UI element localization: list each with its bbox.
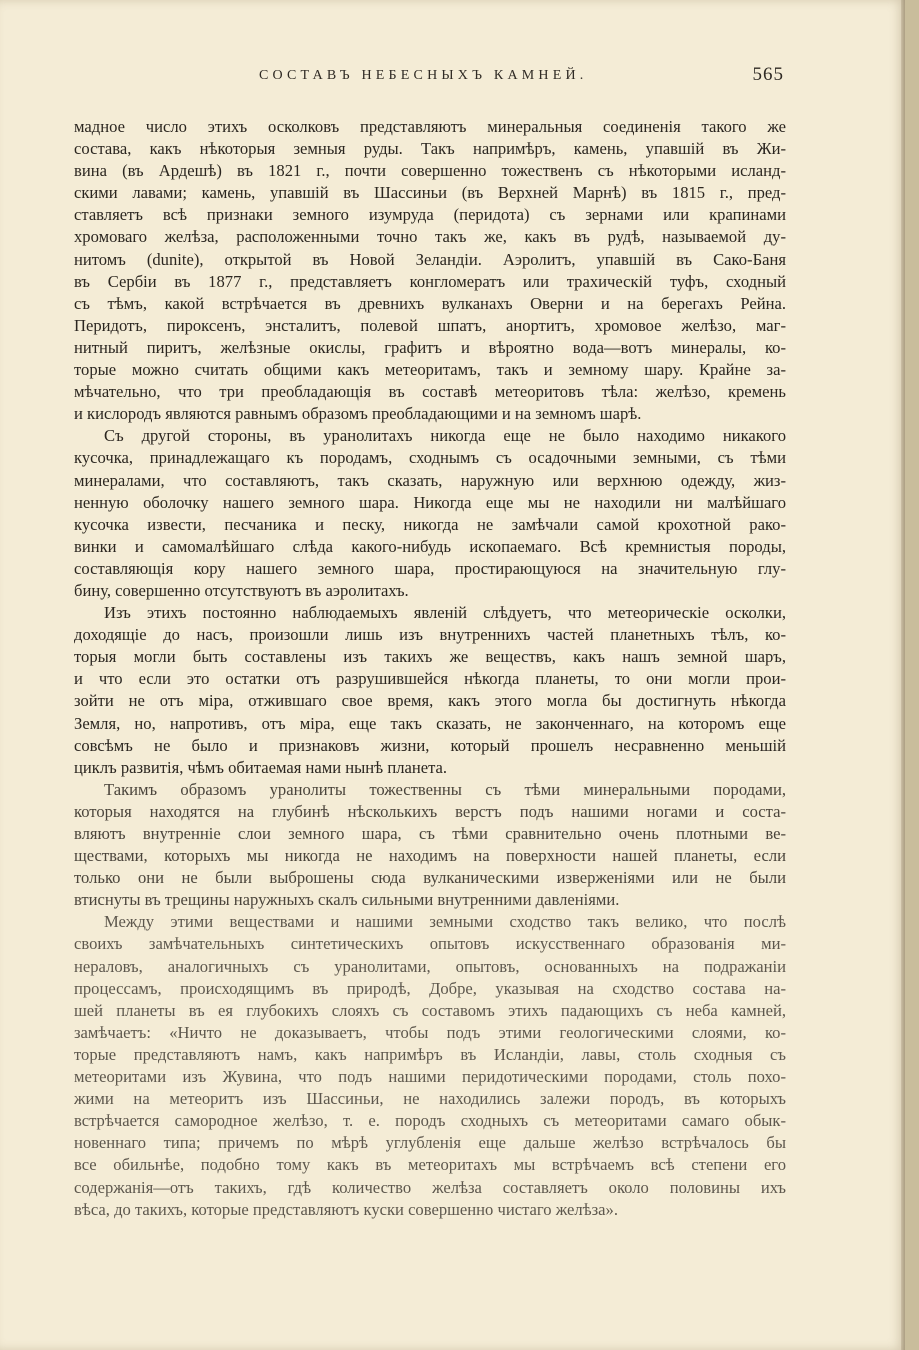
text-line: и что если это остатки отъ разрушившейся нѣкогда планеты, то они могли прои- (74, 669, 786, 689)
text-line: кусочка, принадлежащаго къ породамъ, сходнымъ съ осадочными земными, съ тѣми (74, 448, 786, 468)
text-line: зойти не отъ міра, отжившаго свое время, какъ этого могла бы достигнуть нѣкогда (74, 691, 786, 711)
paragraph (74, 779, 786, 912)
text-line: нераловъ, аналогичныхъ съ уранолитами, опытовъ, основанныхъ на подражаніи (74, 956, 786, 976)
text-line: все обильнѣе, подобно тому какъ въ метеоритахъ мы встрѣчаемъ всѣ степени его (74, 1155, 786, 1175)
text-line: Земля, но, напротивъ, отъ міра, еще такъ сказать, не законченнаго, на которомъ еще (74, 713, 786, 733)
text-line: торые можно считать общими какъ метеоритамъ, такъ и земному шару. Крайне за- (74, 360, 786, 380)
text-line: торые представляютъ намъ, какъ напримѣръ въ Исландіи, лавы, столь сходныя съ (74, 1044, 786, 1064)
text-line: кусочка извести, песчаника и песку, никогда не замѣчали самой крохотной рако- (74, 514, 786, 534)
text-line: метеоритами изъ Жувина, что подъ нашими перидотическими породами, столь похо- (74, 1067, 786, 1087)
text-line: Перидотъ, пироксенъ, энсталитъ, полевой шпатъ, анортитъ, хромовое желѣзо, маг- (74, 315, 786, 335)
text-line: нитомъ (dunite), открытой въ Новой Зеландіи. Аэролитъ, упавшій въ Сако-Баня (74, 249, 786, 269)
text-line: встрѣчается самородное желѣзо, т. е. породъ сходныхъ съ метеоритами самаго обык- (74, 1111, 786, 1131)
text-line: доходящіе до насъ, произошли лишь изъ внутреннихъ частей планетныхъ тѣлъ, ко- (74, 625, 786, 645)
text-line: ставляетъ всѣ признаки земного изумруда (перидота) съ зернами или крапинами (74, 205, 786, 225)
page-edge (905, 0, 919, 1350)
page-header (74, 66, 784, 92)
text-line: содержанія—отъ такихъ, гдѣ количество желѣза составляетъ около половины ихъ (74, 1177, 786, 1197)
text-line: состава, какъ нѣкоторыя земныя руды. Такъ напримѣръ, камень, упавшій въ Жи- (74, 139, 786, 159)
text-line: винки и самомалѣйшаго слѣда какого-нибудь ископаемаго. Всѣ кремнистыя породы, (74, 536, 786, 556)
text-line: шей планеты въ ея глубокихъ слояхъ съ составомъ этихъ падающихъ съ неба камней, (74, 1000, 786, 1020)
paragraph (74, 116, 786, 425)
text-line: бину, совершенно отсутствуютъ въ аэролитахъ. (74, 580, 409, 600)
text-line: своихъ замѣчательныхъ синтетическихъ опытовъ искусственнаго образованія ми- (74, 934, 786, 954)
text-line: мѣчательно, что три преобладающія въ составѣ метеоритовъ тѣла: желѣзо, кремень (74, 382, 786, 402)
text-line: въ Сербіи въ 1877 г., представляетъ конгломератъ или трахическій туфъ, сходный (74, 271, 786, 291)
page-number: 565 (752, 64, 784, 85)
text-line: составляющія кору нашего земного шара, простирающуюся на значительную глу- (74, 558, 786, 578)
text-line: вляютъ внутренніе слои земного шара, съ тѣми сравнительно очень плотными ве- (74, 824, 786, 843)
text-line: торыя могли быть составлены изъ такихъ же веществъ, какъ нашъ земной шаръ, (74, 647, 786, 667)
paragraph (74, 425, 786, 602)
text-line: только они не были выброшены сюда вулканическими изверженіями или не были (74, 868, 786, 888)
running-title: СОСТАВЪ НЕБЕСНЫХЪ КАМНЕЙ. (259, 68, 588, 83)
body-text (74, 116, 786, 1221)
text-line: ненную оболочку нашего земного шара. Никогда еще мы не находили ни малѣйшаго (74, 492, 786, 512)
text-line: Между этими веществами и нашими земными сходство такъ велико, что послѣ (104, 912, 786, 932)
text-line: жими на метеоритъ изъ Шассиньи, не находились залежи породъ, въ которыхъ (74, 1089, 786, 1109)
text-line: новеннаго типа; причемъ по мѣрѣ углубленія еще дальше желѣзо встрѣчалось бы (74, 1133, 786, 1153)
text-line: которыя находятся на глубинѣ нѣсколькихъ верстъ подъ нашими ногами и соста- (74, 801, 786, 821)
paragraph (74, 911, 786, 1220)
text-line: Съ другой стороны, въ уранолитахъ никогда еще не было находимо никакого (104, 426, 786, 446)
paragraph (74, 602, 786, 779)
text-line: нитный пиритъ, желѣзные окислы, графитъ и вѣроятно вода—вотъ минералы, ко- (74, 337, 786, 357)
text-line: хромоваго желѣза, расположенными точно такъ же, какъ въ рудѣ, называемой ду- (74, 227, 786, 247)
text-line: и кислородъ являются равнымъ образомъ преобладающими и на земномъ шарѣ. (74, 404, 642, 424)
text-line: совсѣмъ не было и признаковъ жизни, который прошелъ несравненно меньшій (74, 735, 786, 755)
text-line: вина (въ Ардешѣ) въ 1821 г., почти совершенно тожественъ съ нѣкоторыми исланд- (74, 161, 786, 181)
text-line: скими лавами; камень, упавшій въ Шассиньи (въ Верхней Марнѣ) въ 1815 г., пред- (74, 183, 786, 203)
text-line: съ тѣмъ, какой встрѣчается въ древнихъ вулканахъ Оверни и на берегахъ Рейна. (74, 293, 786, 313)
text-line: циклъ развитія, чѣмъ обитаемая нами нынѣ планета. (74, 757, 448, 777)
text-line: втиснуты въ трещины наружныхъ скалъ сильными внутренними давленіями. (74, 890, 620, 910)
text-line: ществами, которыхъ мы никогда не находимъ на поверхности нашей планеты, если (74, 846, 786, 866)
text-line: мадное число этихъ осколковъ представляютъ минеральныя соединенія такого же (74, 117, 786, 136)
text-line: Изъ этихъ постоянно наблюдаемыхъ явленій слѣдуетъ, что метеорическіе осколки, (104, 603, 786, 623)
text-line: процессамъ, происходящимъ въ природѣ, Добре, указывая на сходство состава на- (74, 978, 786, 998)
text-line: Такимъ образомъ уранолиты тожественны съ тѣми минеральными породами, (104, 779, 786, 799)
text-line: вѣса, до такихъ, которые представляютъ куски совершенно чистаго желѣза». (74, 1199, 618, 1219)
text-line: замѣчаетъ: «Ничто не доказываетъ, чтобы подъ этими геологическими слоями, ко- (74, 1022, 786, 1042)
text-line: минералами, что составляютъ, такъ сказать, наружную или верхнюю одежду, жиз- (74, 470, 786, 490)
